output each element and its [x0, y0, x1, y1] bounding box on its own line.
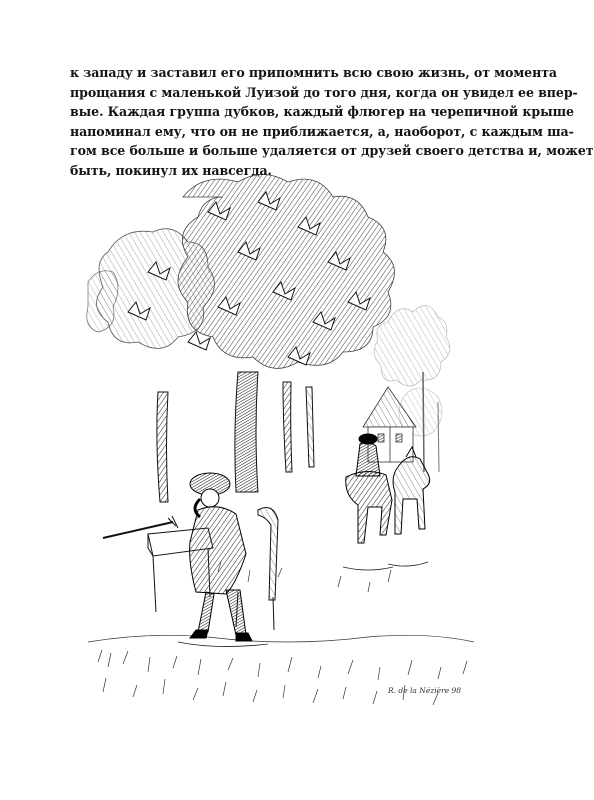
text-line: вые. Каждая группа дубков, каждый флюгер на черепичной крыше: [70, 104, 574, 119]
text-line: гом все больше и больше удаляется от друзей своего детства и, может: [70, 143, 594, 158]
text-line: напоминал ему, что он не приближается, а, наоборот, с каждым ша-: [70, 123, 574, 139]
text-line: к западу и заставил его припомнить всю свою жизнь, от момента: [70, 65, 557, 80]
engraving-illustration: [88, 172, 474, 712]
seated-man-figure: [190, 473, 252, 641]
body-text: [70, 63, 594, 180]
text-line: быть, покинул их навсегда.: [70, 162, 272, 178]
grass-ground: [88, 562, 474, 705]
text-line: прощания с маленькой Луизой до того дня, когда он увидел ее впер-: [70, 84, 578, 100]
tree-trunks: [157, 372, 314, 502]
artist-signature: R. de la Nézière 98: [388, 686, 462, 695]
chestnut-tree-canopy: [87, 175, 395, 369]
